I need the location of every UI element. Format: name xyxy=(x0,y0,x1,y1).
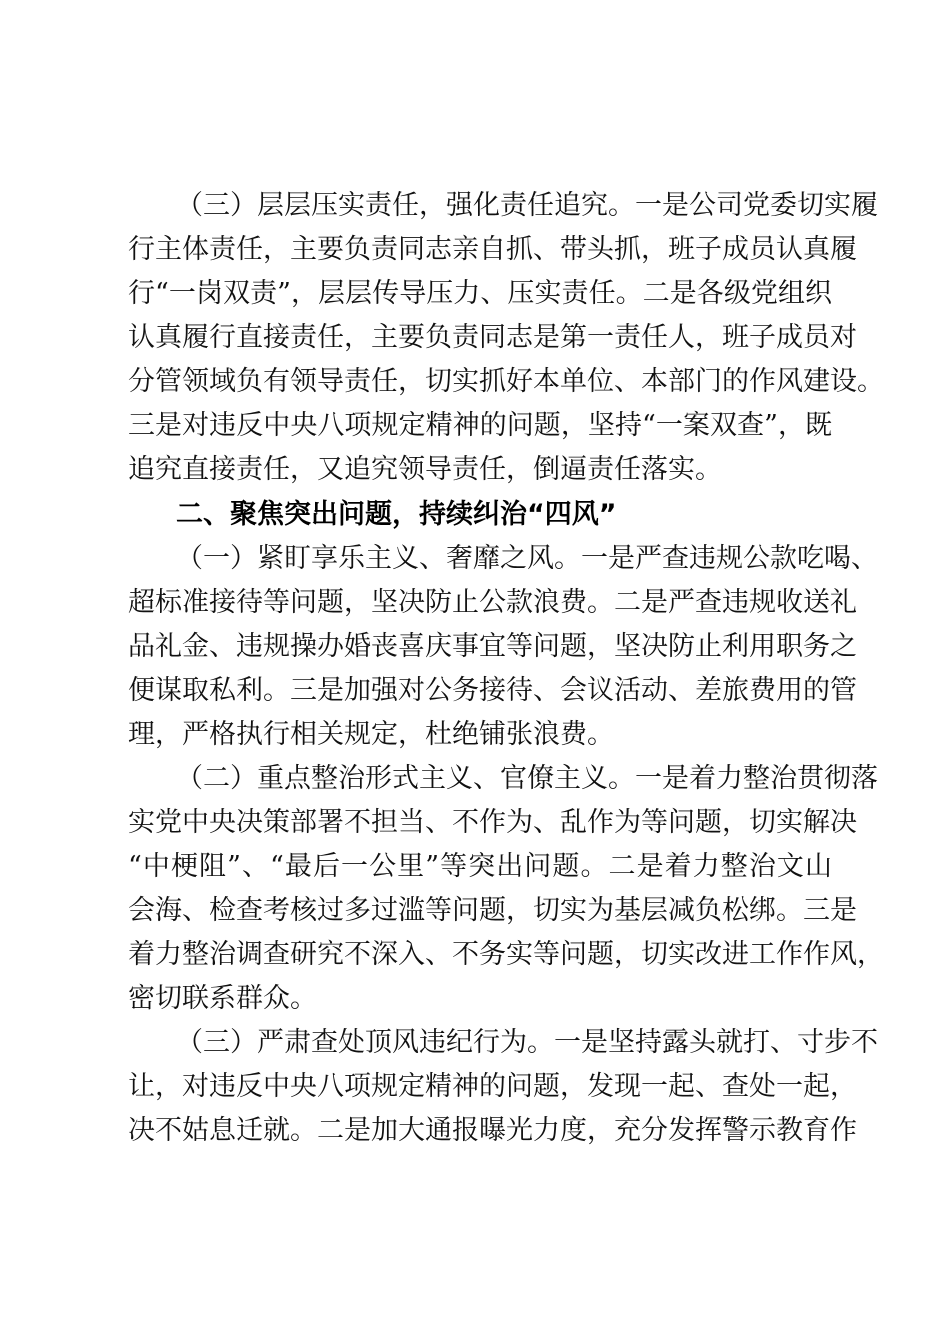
paragraph-line: 超标准接待等问题，坚决防止公款浪费。二是严查违规收送礼 xyxy=(128,587,857,618)
paragraph-line: 分管领域负有领导责任，切实抓好本单位、本部门的作风建设。 xyxy=(128,366,884,397)
paragraph-line: （三）层层压实责任，强化责任追究。一是公司党委切实履 xyxy=(176,190,878,221)
paragraph-line: 追究直接责任，又追究领导责任，倒逼责任落实。 xyxy=(128,454,722,485)
paragraph-line: 理，严格执行相关规定，杜绝铺张浪费。 xyxy=(128,719,614,750)
paragraph-line: 密切联系群众。 xyxy=(128,983,317,1014)
paragraph-line: “中梗阻”、“最后一公里”等突出问题。二是着力整治文山 xyxy=(128,851,832,882)
paragraph-line: 三是对违反中央八项规定精神的问题，坚持“一案双查”，既 xyxy=(128,410,832,441)
paragraph-line: 决不姑息迁就。二是加大通报曝光力度，充分发挥警示教育作 xyxy=(128,1115,857,1146)
paragraph-line: （一）紧盯享乐主义、奢靡之风。一是严查违规公款吃喝、 xyxy=(176,543,878,574)
paragraph-line: 行“一岗双责”，层层传导压力、压实责任。二是各级党组织 xyxy=(128,278,832,309)
paragraph-line: （三）严肃查处顶风违纪行为。一是坚持露头就打、寸步不 xyxy=(176,1027,878,1058)
paragraph-line: 会海、检查考核过多过滥等问题，切实为基层减负松绑。三是 xyxy=(128,895,857,926)
paragraph-line: 认真履行直接责任，主要负责同志是第一责任人，班子成员对 xyxy=(128,322,857,353)
paragraph-line: 着力整治调查研究不深入、不务实等问题，切实改进工作作风， xyxy=(128,939,884,970)
paragraph-line: 行主体责任，主要负责同志亲自抓、带头抓，班子成员认真履 xyxy=(128,234,857,265)
paragraph-line: 品礼金、违规操办婚丧喜庆事宜等问题，坚决防止利用职务之 xyxy=(128,631,857,662)
paragraph-line: 实党中央决策部署不担当、不作为、乱作为等问题，切实解决 xyxy=(128,807,857,838)
section-heading: 二、聚焦突出问题，持续纠治“四风” xyxy=(176,499,617,530)
paragraph-line: 便谋取私利。三是加强对公务接待、会议活动、差旅费用的管 xyxy=(128,675,857,706)
paragraph-line: 让，对违反中央八项规定精神的问题，发现一起、查处一起， xyxy=(128,1071,857,1102)
paragraph-line: （二）重点整治形式主义、官僚主义。一是着力整治贯彻落 xyxy=(176,763,878,794)
